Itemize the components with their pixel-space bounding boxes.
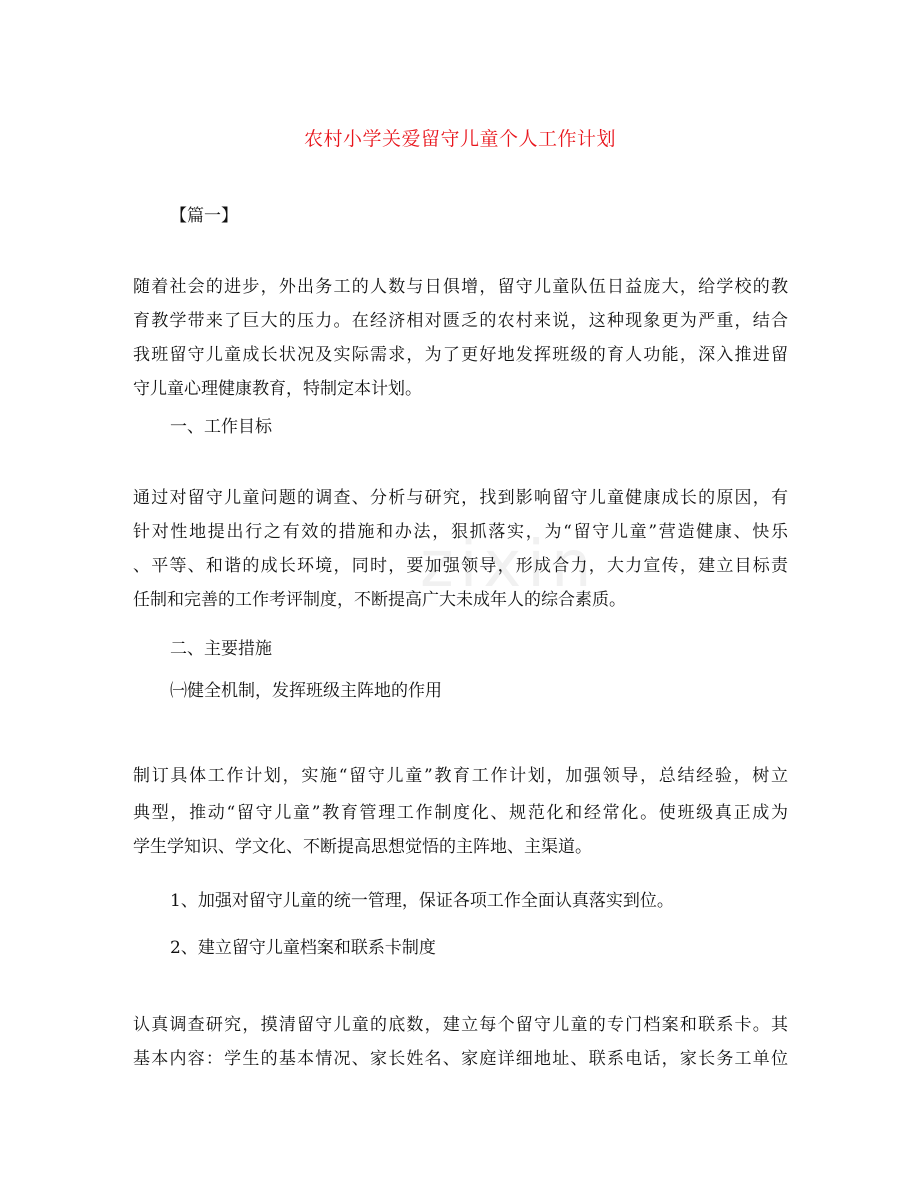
text-line: 基本内容：学生的基本情况、家长姓名、家庭详细地址、联系电话，家长务工单位 — [133, 1049, 788, 1069]
text-line: 典型，推动“留守儿童”教育管理工作制度化、规范化和经常化。使班级真正成为 — [133, 803, 788, 823]
text-line: 我班留守儿童成长状况及实际需求，为了更好地发挥班级的育人功能，深入推进留 — [133, 345, 788, 365]
heading-item-2: 2、建立留守儿童档案和联系卡制度 — [170, 938, 436, 958]
heading-item-1: 1、加强对留守儿童的统一管理，保证各项工作全面认真落实到位。 — [170, 891, 674, 911]
section-heading: 【篇一】 — [170, 206, 238, 226]
text-line: 通过对留守儿童问题的调查、分析与研究，找到影响留守儿童健康成长的原因，有 — [133, 488, 788, 508]
paragraph-goals — [133, 481, 788, 617]
watermark: zixin — [420, 528, 598, 602]
text-line: 、平等、和谐的成长环境，同时，要加强领导，形成合力，大力宣传，建立目标责 — [133, 556, 788, 576]
text-line: 育教学带来了巨大的压力。在经济相对匮乏的农村来说，这种现象更为严重，结合 — [133, 311, 788, 331]
paragraph-archive — [133, 1008, 788, 1076]
text-line: 制订具体工作计划，实施“留守儿童”教育工作计划，加强领导，总结经验，树立 — [133, 766, 788, 786]
text-line: 针对性地提出行之有效的措施和办法，狠抓落实，为“留守儿童”营造健康、快乐 — [133, 522, 788, 542]
heading-mechanism: ㈠健全机制，发挥班级主阵地的作用 — [170, 681, 442, 701]
text-line: 认真调查研究，摸清留守儿童的底数，建立每个留守儿童的专门档案和联系卡。其 — [133, 1015, 788, 1035]
text-line: 随着社会的进步，外出务工的人数与日俱增，留守儿童队伍日益庞大，给学校的教 — [133, 277, 788, 297]
document-title: 农村小学关爱留守儿童个人工作计划 — [303, 128, 616, 150]
heading-main-measures: 二、主要措施 — [170, 639, 272, 659]
text-line: 守儿童心理健康教育，特制定本计划。 — [133, 379, 422, 399]
paragraph-intro — [133, 270, 788, 406]
paragraph-plan — [133, 756, 788, 864]
heading-work-goals: 一、工作目标 — [170, 417, 272, 437]
text-line: 任制和完善的工作考评制度，不断提高广大未成年人的综合素质。 — [133, 590, 626, 610]
text-line: 学生学知识、学文化、不断提高思想觉悟的主阵地、主渠道。 — [133, 837, 592, 857]
